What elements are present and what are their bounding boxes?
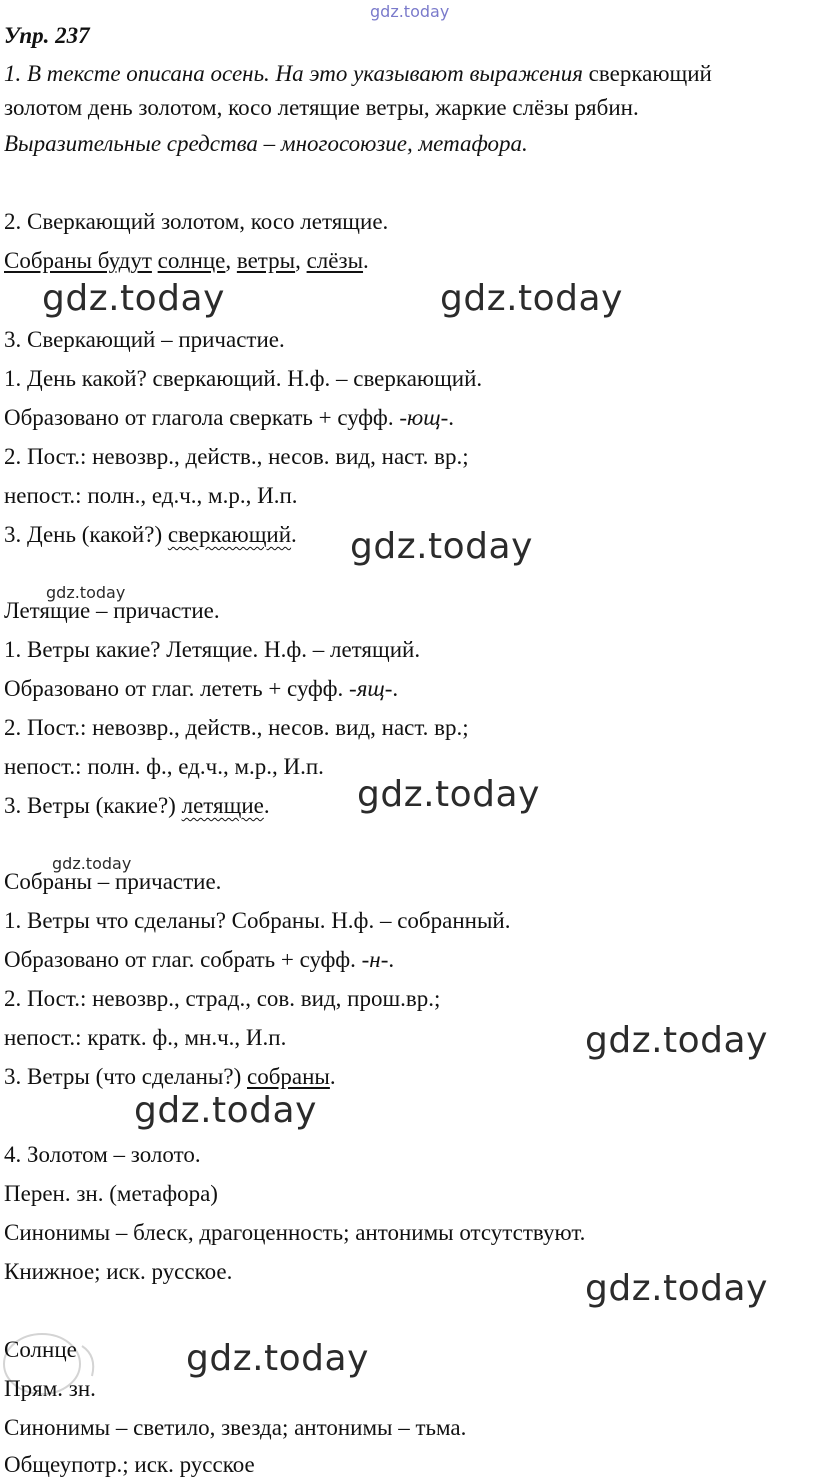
s3c-line5: непост.: кратк. ф., мн.ч., И.п. xyxy=(4,1025,287,1050)
exercise-title: Упр. 237 xyxy=(4,23,90,48)
watermark: gdz.today xyxy=(350,526,533,567)
s4-line3: Синонимы – блеск, драгоценность; антонимы отсутствуют. xyxy=(4,1220,586,1245)
s3a-line6 xyxy=(4,521,297,549)
s3b-participle: летящие xyxy=(181,793,264,818)
s3b-line6 xyxy=(4,792,270,820)
watermark: gdz.today xyxy=(186,1338,369,1379)
s3c-line1: Собраны – причастие. xyxy=(4,869,222,894)
s3a-line5: непост.: полн., ед.ч., м.р., И.п. xyxy=(4,483,298,508)
s3c-line6 xyxy=(4,1063,336,1091)
s3a-line6-plain: 3. День (какой?) xyxy=(4,522,168,547)
s1-line1-italic: 1. В тексте описана осень. На это указывают выражения xyxy=(4,61,589,86)
s2-comma-2: , xyxy=(295,248,307,273)
watermark: gdz.today xyxy=(134,1090,317,1131)
s2-line1: 2. Сверкающий золотом, косо летящие. xyxy=(4,209,389,234)
s3b-line5: непост.: полн. ф., ед.ч., м.р., И.п. xyxy=(4,754,324,779)
s3c-line6-plain: 3. Ветры (что сделаны?) xyxy=(4,1064,247,1089)
s3a-line1: 3. Сверкающий – причастие. xyxy=(4,327,285,352)
s5-line3: Синонимы – светило, звезда; антонимы – тьма. xyxy=(4,1415,467,1440)
s1-line3: Выразительные средства – многосоюзие, метафора. xyxy=(4,131,528,156)
s3b-line4: 2. Пост.: невозвр., действ., несов. вид, наст. вр.; xyxy=(4,715,469,740)
s3c-suffix: -н- xyxy=(361,947,389,972)
watermark: gdz.today xyxy=(585,1268,768,1309)
s3c-line2: 1. Ветры что сделаны? Собраны. Н.ф. – собранный. xyxy=(4,908,511,933)
s3c-line3 xyxy=(4,946,394,974)
s3a-suffix: -ющ- xyxy=(399,405,449,430)
s3a-line3-end: . xyxy=(448,405,454,430)
watermark: gdz.today xyxy=(585,1020,768,1061)
s2-subject-2: ветры xyxy=(236,248,296,273)
s2-line2 xyxy=(4,247,369,275)
s3c-line3-end: . xyxy=(388,947,395,972)
s3c-participle: собраны xyxy=(247,1064,330,1089)
s4-line1: 4. Золотом – золото. xyxy=(4,1142,201,1167)
s3a-line3 xyxy=(4,404,454,432)
s3b-line3-end: . xyxy=(392,676,399,701)
watermark-small: gdz.today xyxy=(52,854,132,873)
s4-line4: Книжное; иск. русское. xyxy=(4,1259,233,1284)
watermark: gdz.today xyxy=(440,278,623,319)
s2-comma-1: , xyxy=(225,248,237,273)
s1-line1 xyxy=(4,60,712,88)
s3b-suffix: -ящ- xyxy=(349,676,393,701)
s3b-line3 xyxy=(4,675,398,703)
s1-line2: золотом день золотом, косо летящие ветры, жаркие слёзы рябин. xyxy=(4,95,639,120)
s2-subject-1: солнце xyxy=(157,248,226,273)
s3b-line2: 1. Ветры какие? Летящие. Н.ф. – летящий. xyxy=(4,637,421,662)
s5-line1: Солнце xyxy=(4,1337,77,1362)
watermark-top: gdz.today xyxy=(370,2,450,21)
watermark: gdz.today xyxy=(357,774,540,815)
s3b-line6-end: . xyxy=(263,793,270,818)
s2-dot: . xyxy=(363,248,369,273)
s2-predicate: Собраны будут xyxy=(4,248,152,273)
s3c-line6-end: . xyxy=(329,1064,336,1089)
s3a-line2: 1. День какой? сверкающий. Н.ф. – сверкающий. xyxy=(4,366,483,391)
s3b-line1: Летящие – причастие. xyxy=(4,598,220,623)
s3c-line4: 2. Пост.: невозвр., страд., сов. вид, прош.вр.; xyxy=(4,986,441,1011)
watermark-small: gdz.today xyxy=(46,583,126,602)
s3a-participle: сверкающий xyxy=(167,522,292,547)
s1-line1-plain: сверкающий xyxy=(588,61,712,86)
s3b-line3-plain: Образовано от глаг. лететь + суфф. xyxy=(4,676,350,701)
s3a-line4: 2. Пост.: невозвр., действ., несов. вид, наст. вр.; xyxy=(4,444,469,469)
s3c-line3-plain: Образовано от глаг. собрать + суфф. xyxy=(4,947,362,972)
s2-subject-3: слёзы xyxy=(306,248,364,273)
watermark: gdz.today xyxy=(42,278,225,319)
s3b-line6-plain: 3. Ветры (какие?) xyxy=(4,793,182,818)
s3a-line6-end: . xyxy=(291,522,297,547)
s3a-line3-plain: Образовано от глагола сверкать + суфф. xyxy=(4,405,400,430)
s5-line2: Прям. зн. xyxy=(4,1376,96,1401)
s4-line2: Перен. зн. (метафора) xyxy=(4,1181,218,1206)
s5-line4: Общеупотр.; иск. русское xyxy=(4,1452,255,1477)
